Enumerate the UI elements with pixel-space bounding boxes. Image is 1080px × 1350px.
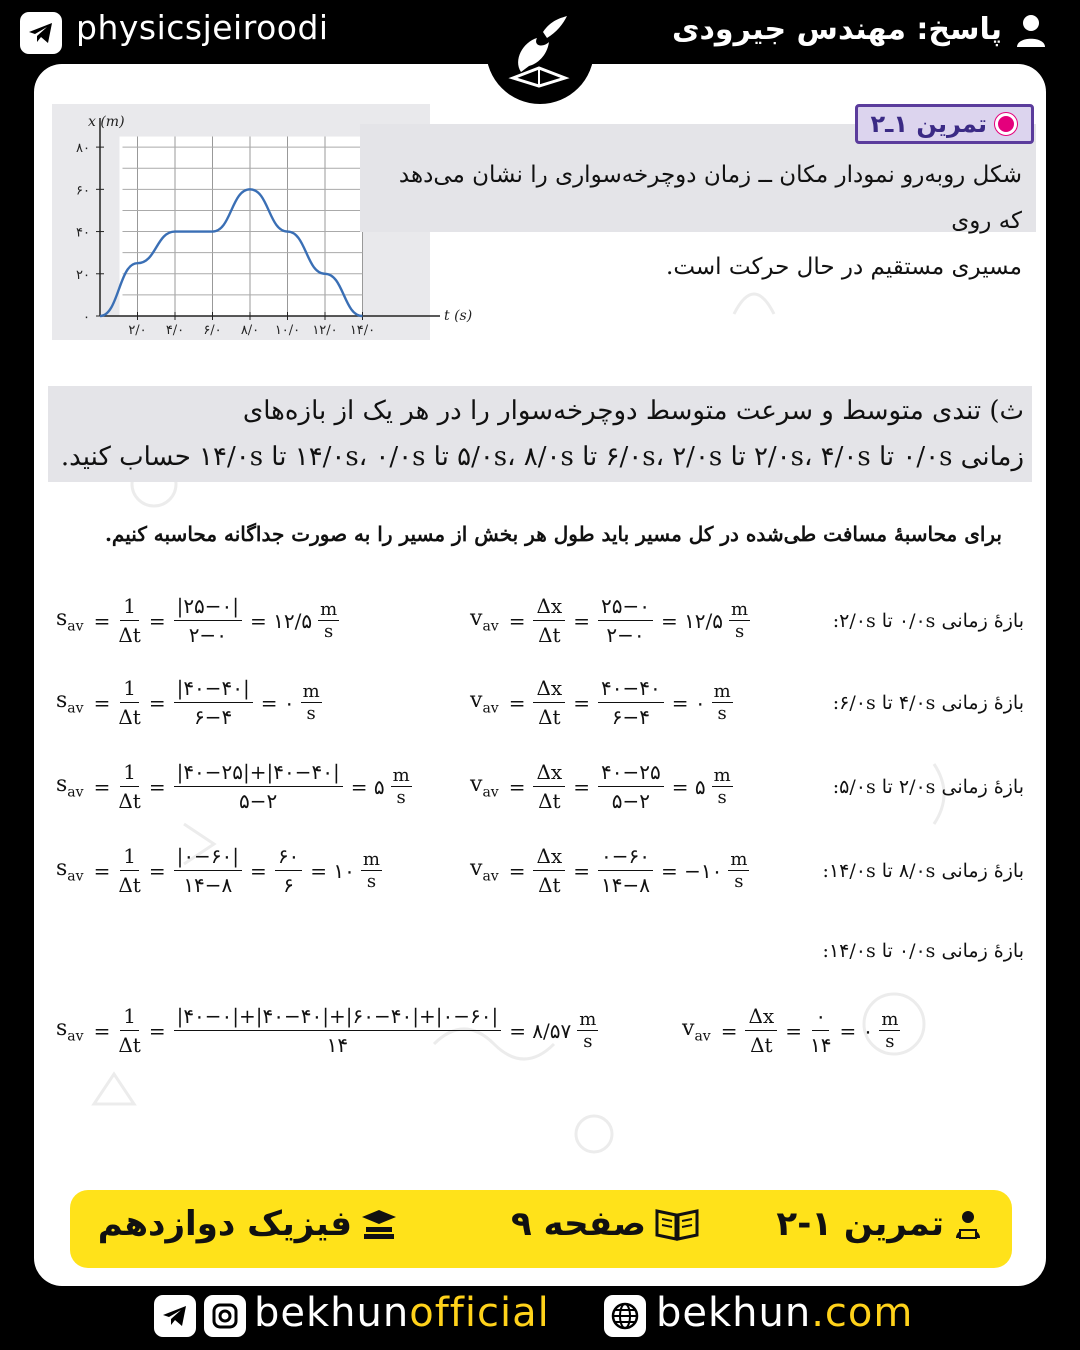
y-tick-label: ۲۰	[76, 267, 90, 283]
bullet-icon	[995, 113, 1017, 135]
one-over-dt-fraction: $\frac{1}{\Delta t}$	[118, 760, 141, 813]
bottom-bar	[0, 1290, 1080, 1350]
question-line1: ث) تندی متوسط و سرعت متوسط دوچرخه‌سوار را در هر یک از بازه‌های	[242, 396, 1024, 426]
distance-fraction: $\frac{|۴۰-۰|+|۴۰-۴۰|+|۶۰-۴۰|+|۰-۶۰|}{۱۴}$	[174, 1004, 502, 1057]
average-speed-formula: $s_{av}$ = $\frac{1}{\Delta t}$ = $\frac{|۴۰-۴۰|}{۶-۴}$ = ۰ m s	[56, 676, 320, 729]
distance-fraction: $\frac{|۰-۶۰|}{۱۴-۸}$	[174, 844, 242, 897]
instagram-handle-prefix: bekhun	[254, 1290, 410, 1336]
footer-exercise	[776, 1204, 984, 1244]
dx-over-dt-fraction: $\frac{\Delta x}{\Delta t}$	[533, 676, 565, 729]
speed-simplified-fraction: $\frac{۶۰}{۶}$	[275, 844, 302, 897]
speed-result: = ۰	[260, 690, 295, 715]
one-over-dt-fraction: $\frac{1}{\Delta t}$	[118, 676, 141, 729]
average-velocity-formula: $v_{av}$ = $\frac{\Delta x}{\Delta t}$ = $\frac{۴۰-۲۵}{۵-۲}$ = ۵ m s	[470, 760, 731, 813]
speed-result: = ۵	[350, 774, 385, 799]
average-velocity-formula: $v_{av}$ = $\frac{\Delta x}{\Delta t}$ = $\frac{۰}{۱۴}$ = ۰ m s	[682, 1004, 899, 1057]
exercise-tag	[855, 104, 1034, 144]
exercise-text-line2: مسیری مستقیم در حال حرکت است.	[666, 254, 1022, 280]
plot-area	[120, 137, 363, 316]
speed-result: = ۸/۵۷	[509, 1018, 572, 1043]
displacement-fraction: $\frac{۰-۶۰}{۱۴-۸}$	[598, 844, 653, 897]
displacement-fraction: $\frac{۲۵-۰}{۲-۰}$	[598, 594, 653, 647]
interval-label: بازهٔ زمانی ۴/۰s تا ۶/۰s:	[832, 692, 1024, 714]
distance-fraction: $\frac{|۲۵-۰|}{۲-۰}$	[174, 594, 242, 647]
y-tick-label: ۴۰	[76, 225, 90, 241]
footer-book	[98, 1204, 398, 1244]
website-url-suffix: .com	[811, 1290, 914, 1336]
unit-m-per-s: m s	[362, 849, 380, 892]
x-tick-label: ۶/۰	[203, 323, 222, 338]
speed-result: = ۱۲/۵	[250, 608, 313, 633]
graduation-cap-icon	[360, 1207, 398, 1241]
x-axis-label: t (s)	[444, 308, 473, 324]
s-av-symbol: $s_{av}$	[56, 688, 84, 717]
unit-m-per-s: m s	[713, 765, 731, 808]
v-av-symbol: $v_{av}$	[682, 1016, 711, 1045]
intro-text: برای محاسبهٔ مسافت طی‌شده در کل مسیر باید طول هر بخش از مسیر را به صورت جداگانه محاسبه کنیم.	[104, 522, 1002, 546]
bekhun-logo	[486, 0, 594, 104]
answer-by-text: پاسخ: مهندس جیرودی	[672, 12, 1002, 47]
s-av-symbol: $s_{av}$	[56, 1016, 84, 1045]
user-icon	[1016, 14, 1046, 52]
average-speed-formula: $s_{av}$ = $\frac{1}{\Delta t}$ = $\frac{|۴۰-۰|+|۴۰-۴۰|+|۶۰-۴۰|+|۰-۶۰|}{۱۴}$ = ۸/۵۷ m s	[56, 1004, 597, 1057]
average-speed-formula: $s_{av}$ = $\frac{1}{\Delta t}$ = $\frac{|۰-۶۰|}{۱۴-۸}$ = $\frac{۶۰}{۶}$ = ۱۰ m s	[56, 844, 380, 897]
y-axis-label: x (m)	[88, 114, 125, 130]
footer-exercise-label: تمرین ۱-۲	[776, 1204, 944, 1244]
v-av-symbol: $v_{av}$	[470, 606, 499, 635]
v-av-symbol: $v_{av}$	[470, 856, 499, 885]
distance-fraction: $\frac{|۴۰-۴۰|}{۶-۴}$	[174, 676, 253, 729]
telegram-icon[interactable]	[154, 1295, 196, 1337]
y-tick-label: ۸۰	[76, 141, 90, 157]
content-card	[34, 64, 1046, 1286]
exercise-tag-label: تمرین ۱ـ۲	[870, 110, 987, 138]
one-over-dt-fraction: $\frac{1}{\Delta t}$	[118, 594, 141, 647]
velocity-result: = ۰	[839, 1018, 874, 1043]
dx-over-dt-fraction: $\frac{\Delta x}{\Delta t}$	[533, 594, 565, 647]
one-over-dt-fraction: $\frac{1}{\Delta t}$	[118, 844, 141, 897]
one-over-dt-fraction: $\frac{1}{\Delta t}$	[118, 1004, 141, 1057]
x-tick-label: ۱۲/۰	[312, 323, 338, 338]
average-speed-formula: $s_{av}$ = $\frac{1}{\Delta t}$ = $\frac{|۴۰-۲۵|+|۴۰-۴۰|}{۵-۲}$ = ۵ m s	[56, 760, 410, 813]
average-velocity-formula: $v_{av}$ = $\frac{\Delta x}{\Delta t}$ = $\frac{۰-۶۰}{۱۴-۸}$ = −۱۰ m s	[470, 844, 748, 897]
interval-label: بازهٔ زمانی ۰/۰s تا ۱۴/۰s:	[822, 940, 1024, 962]
unit-m-per-s: m s	[731, 599, 749, 642]
v-av-symbol: $v_{av}$	[470, 772, 499, 801]
telegram-handle[interactable]: physicsjeiroodi	[76, 8, 329, 47]
dx-over-dt-fraction: $\frac{\Delta x}{\Delta t}$	[745, 1004, 777, 1057]
globe-icon[interactable]	[604, 1295, 646, 1337]
unit-m-per-s: m s	[302, 681, 320, 724]
x-tick-label: ۱۴/۰	[349, 323, 376, 338]
displacement-fraction: $\frac{۴۰-۴۰}{۶-۴}$	[598, 676, 664, 729]
distance-fraction: $\frac{|۴۰-۲۵|+|۴۰-۴۰|}{۵-۲}$	[174, 760, 343, 813]
telegram-icon[interactable]	[20, 12, 62, 54]
y-tick-label: ۰	[83, 310, 90, 325]
footer-banner	[70, 1190, 1012, 1268]
footer-book-label: فیزیک دوازدهم	[97, 1204, 352, 1244]
x-tick-label: ۴/۰	[165, 323, 185, 338]
instagram-handle[interactable]	[254, 1290, 550, 1336]
dx-over-dt-fraction: $\frac{\Delta x}{\Delta t}$	[533, 844, 565, 897]
website-url-prefix: bekhun	[656, 1290, 812, 1336]
instagram-handle-suffix: official	[409, 1290, 550, 1336]
s-av-symbol: $s_{av}$	[56, 856, 84, 885]
speed-result: = ۱۰	[310, 858, 355, 883]
velocity-result: = ۱۲/۵	[660, 608, 724, 633]
question-line2: زمانی ۰/۰s تا ۲/۰s، ۴/۰s تا ۶/۰s، ۲/۰s تا ۵/۰s، ۸/۰s تا ۱۴/۰s، ۰/۰s تا ۱۴/۰s حساب کنید.	[60, 442, 1024, 472]
unit-m-per-s: m s	[392, 765, 410, 808]
unit-m-per-s: m s	[579, 1009, 597, 1052]
displacement-fraction: $\frac{۰}{۱۴}$	[809, 1004, 832, 1057]
website-url[interactable]	[656, 1290, 913, 1336]
book-icon	[654, 1207, 700, 1241]
footer-page	[511, 1204, 700, 1244]
s-av-symbol: $s_{av}$	[56, 606, 84, 635]
average-velocity-formula: $v_{av}$ = $\frac{\Delta x}{\Delta t}$ = $\frac{۲۵-۰}{۲-۰}$ = ۱۲/۵ m s	[470, 594, 749, 647]
s-av-symbol: $s_{av}$	[56, 772, 84, 801]
unit-m-per-s: m s	[713, 681, 731, 724]
x-tick-label: ۸/۰	[240, 323, 260, 338]
interval-label: بازهٔ زمانی ۲/۰s تا ۵/۰s:	[832, 776, 1024, 798]
unit-m-per-s: m s	[881, 1009, 899, 1052]
y-tick-label: ۶۰	[76, 183, 90, 199]
velocity-result: = −۱۰	[660, 858, 723, 883]
instagram-icon[interactable]	[204, 1295, 246, 1337]
question-box	[48, 386, 1032, 482]
dx-over-dt-fraction: $\frac{\Delta x}{\Delta t}$	[533, 760, 565, 813]
velocity-result: = ۰	[671, 690, 706, 715]
unit-m-per-s: m s	[730, 849, 748, 892]
interval-label: بازهٔ زمانی ۸/۰s تا ۱۴/۰s:	[822, 860, 1024, 882]
footer-page-label: صفحه ۹	[510, 1204, 646, 1244]
velocity-result: = ۵	[671, 774, 706, 799]
unit-m-per-s: m s	[320, 599, 338, 642]
v-av-symbol: $v_{av}$	[470, 688, 499, 717]
teacher-icon	[952, 1208, 984, 1240]
interval-label: بازهٔ زمانی ۰/۰s تا ۲/۰s:	[832, 610, 1024, 632]
exercise-text-line1: شکل روبه‌رو نمودار مکان ــ زمان دوچرخه‌سواری را نشان می‌دهد که روی	[398, 162, 1022, 234]
displacement-fraction: $\frac{۴۰-۲۵}{۵-۲}$	[598, 760, 664, 813]
x-tick-label: ۲/۰	[128, 323, 147, 338]
x-tick-label: ۱۰/۰	[274, 323, 301, 338]
average-velocity-formula: $v_{av}$ = $\frac{\Delta x}{\Delta t}$ = $\frac{۴۰-۴۰}{۶-۴}$ = ۰ m s	[470, 676, 731, 729]
average-speed-formula: $s_{av}$ = $\frac{1}{\Delta t}$ = $\frac{|۲۵-۰|}{۲-۰}$ = ۱۲/۵ m s	[56, 594, 338, 647]
